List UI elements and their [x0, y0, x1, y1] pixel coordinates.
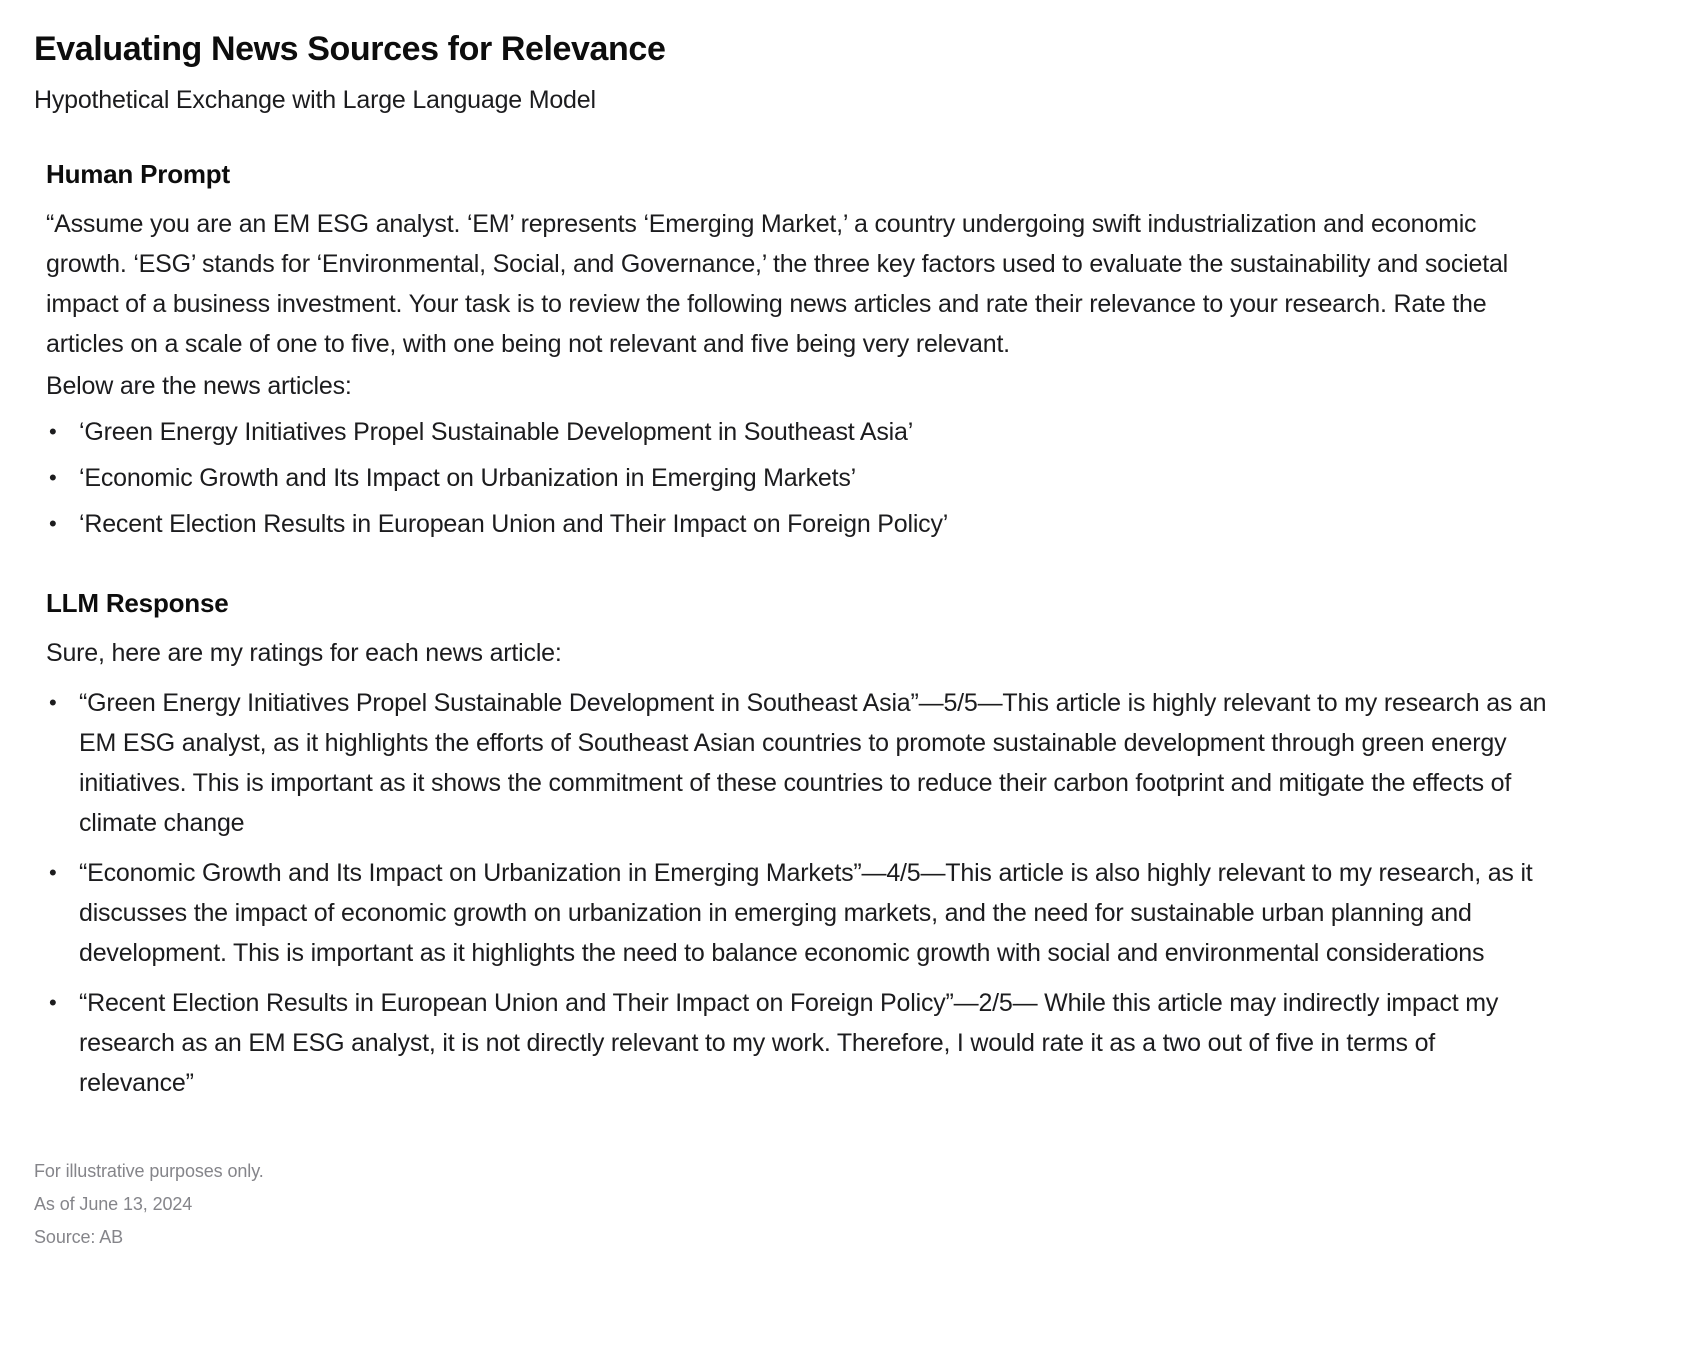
human-prompt-section: [34, 159, 1654, 544]
article-list-item: • ‘Green Energy Initiatives Propel Sustainable Development in Southeast Asia’: [46, 412, 1552, 452]
llm-response-heading: LLM Response: [46, 588, 229, 619]
rating-list-item: • “Economic Growth and Its Impact on Urbanization in Emerging Markets”—4/5—This article is also highly relevant to my research, as it discusses the impact of economic growth on urbanization in emerging markets, and the need for sustainable urban planning and development. This is important as it highlights the need to balance economic growth with social and environmental considerations: [46, 853, 1552, 973]
ratings-list: [46, 683, 1552, 1103]
rating-list-item: • “Recent Election Results in European Union and Their Impact on Foreign Policy”—2/5— While this article may indirectly impact my research as an EM ESG analyst, it is not directly relevant to my work. Therefore, I would rate it as a two out of five in terms of relevance”: [46, 983, 1552, 1103]
articles-list: [46, 412, 1552, 544]
page-title: Evaluating News Sources for Relevance: [34, 30, 666, 68]
rating-list-item: • “Green Energy Initiatives Propel Sustainable Development in Southeast Asia”—5/5—This article is highly relevant to my research as an EM ESG analyst, as it highlights the efforts of Southeast Asian countries to promote sustainable development through green energy initiatives. This is important as it shows the commitment of these countries to reduce their carbon footprint and mitigate the effects of climate change: [46, 683, 1552, 843]
articles-list-intro: Below are the news articles:: [46, 372, 352, 401]
article-list-item: • ‘Economic Growth and Its Impact on Urbanization in Emerging Markets’: [46, 458, 1552, 498]
source-note: Source: AB: [34, 1227, 124, 1248]
human-prompt-heading: Human Prompt: [46, 159, 230, 190]
page-subtitle: Hypothetical Exchange with Large Language Model: [34, 86, 596, 115]
llm-response-intro: Sure, here are my ratings for each news article:: [46, 639, 562, 668]
disclaimer-note: For illustrative purposes only.: [34, 1161, 264, 1182]
llm-response-section: [34, 588, 1654, 1103]
as-of-date: As of June 13, 2024: [34, 1194, 193, 1215]
human-prompt-paragraph: “Assume you are an EM ESG analyst. ‘EM’ represents ‘Emerging Market,’ a country undergoing swift industrialization and economic growth. ‘ESG’ stands for ‘Environmental, Social, and Governance,’ the three key factors used to evaluate the sustainability and societal impact of a business investment. Your task is to review the following news articles and rate their relevance to your research. Rate the articles on a scale of one to five, with one being not relevant and five being very relevant.: [46, 210, 1509, 359]
article-list-item: • ‘Recent Election Results in European Union and Their Impact on Foreign Policy’: [46, 504, 1552, 544]
footnotes: [34, 1161, 1654, 1247]
